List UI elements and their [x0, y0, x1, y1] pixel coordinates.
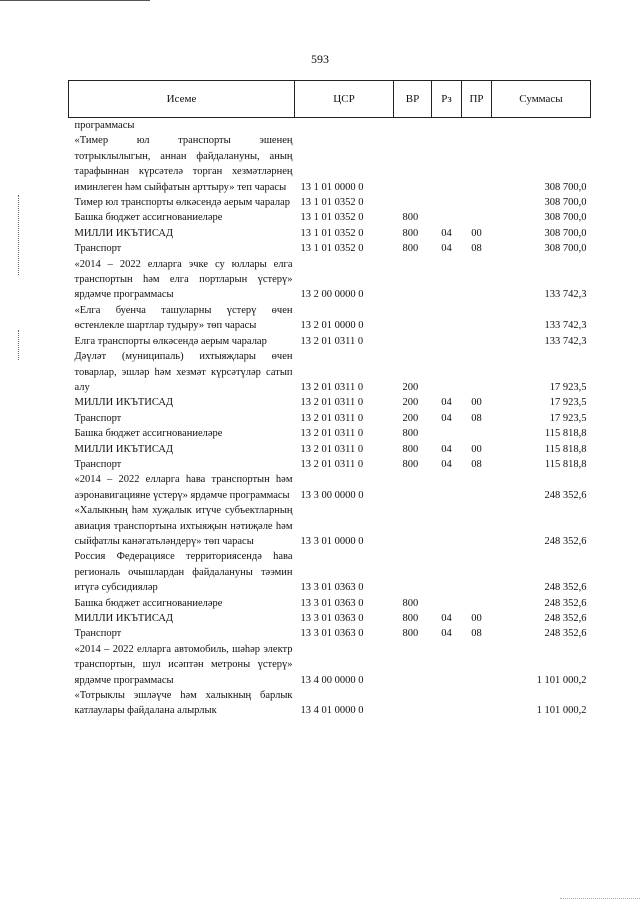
cell-csr: 13 1 01 0000 0	[300, 181, 364, 193]
header-name: Исеме	[69, 81, 295, 118]
cell-name: «Халыкның һәм хуҗалык итүче субъектларның авиация транспортына ихтыяҗын нәтиҗәле һәм сыйфатлы канәгатьләндерү» төп чарасы	[74, 505, 293, 547]
cell-name: МИЛЛИ ИКЪТИСАД	[74, 227, 174, 239]
cell-name: Башка бюджет ассигнованиеләре	[74, 597, 223, 609]
cell-vr	[394, 303, 432, 334]
cell-name: «2014 – 2022 елларга эчке су юллары елга транспортын һәм елга портларын үстерү» ярдәмче программасы	[74, 258, 293, 301]
cell-csr: 13 3 01 0363 0	[300, 613, 364, 624]
cell-rz	[432, 688, 462, 719]
cell-rz	[432, 426, 462, 441]
scan-margin-mark	[18, 195, 27, 275]
cell-sum: 308 700,0	[544, 212, 587, 224]
table-row	[69, 395, 591, 410]
cell-rz	[432, 118, 462, 134]
scan-bottom-mark	[560, 898, 640, 899]
cell-name: Елга транспорты өлкәсендә аерым чаралар	[74, 335, 267, 347]
cell-sum: 17 923,5	[549, 397, 587, 409]
cell-pr: 00	[471, 397, 482, 409]
table-row	[69, 642, 591, 688]
cell-rz	[432, 303, 462, 334]
cell-pr	[462, 349, 492, 395]
header-csr: ЦСР	[295, 81, 394, 118]
cell-rz	[432, 133, 462, 195]
cell-csr: 13 2 01 0311 0	[300, 397, 364, 409]
cell-csr: 13 2 01 0311 0	[300, 428, 364, 440]
cell-sum: 308 700,0	[544, 197, 587, 209]
header-sum: Суммасы	[492, 81, 591, 118]
cell-rz: 04	[441, 443, 452, 455]
cell-csr	[295, 118, 394, 134]
cell-sum: 133 742,3	[544, 335, 587, 347]
cell-name: программасы	[74, 120, 135, 131]
cell-sum: 17 923,5	[549, 381, 587, 393]
header-vr: ВР	[394, 81, 432, 118]
cell-vr: 800	[402, 428, 419, 440]
cell-vr: 200	[402, 397, 419, 409]
cell-pr: 00	[471, 613, 482, 624]
table-row	[69, 626, 591, 641]
cell-pr	[462, 195, 492, 210]
cell-csr: 13 4 01 0000 0	[300, 705, 364, 717]
cell-vr	[394, 133, 432, 195]
cell-csr: 13 2 01 0311 0	[300, 412, 364, 424]
cell-pr	[462, 503, 492, 549]
cell-csr: 13 2 01 0311 0	[300, 443, 364, 455]
cell-pr: 00	[471, 227, 482, 239]
cell-name: Транспорт	[74, 458, 122, 470]
cell-name: «2014 – 2022 елларга һава транспортын һәм аэронавигацияне үстерү» ярдәмче программасы	[74, 474, 293, 501]
cell-csr: 13 3 01 0363 0	[300, 582, 364, 594]
cell-sum: 115 818,8	[544, 443, 587, 455]
cell-vr: 800	[402, 613, 419, 624]
cell-name: Россия Федерациясе территориясендә һава региональ очышлардан файдалануны тәэмин итүгә субсидияләр	[74, 551, 293, 594]
table-row	[69, 426, 591, 441]
cell-csr: 13 1 01 0352 0	[300, 243, 364, 255]
cell-csr: 13 3 01 0363 0	[300, 597, 364, 609]
cell-sum: 248 352,6	[544, 582, 587, 594]
cell-pr: 08	[471, 628, 482, 640]
table-row	[69, 503, 591, 549]
cell-name: Тимер юл транспорты өлкәсендә аерым чаралар	[74, 197, 290, 209]
cell-sum: 248 352,6	[544, 628, 587, 640]
cell-sum: 133 742,3	[544, 320, 587, 332]
cell-sum: 308 700,0	[544, 181, 587, 193]
cell-rz: 04	[441, 613, 452, 624]
table-row	[69, 195, 591, 210]
cell-csr: 13 2 01 0311 0	[300, 381, 364, 393]
cell-csr: 13 3 01 0363 0	[300, 628, 364, 640]
cell-pr	[462, 596, 492, 611]
cell-vr	[394, 195, 432, 210]
cell-name: «Тимер юл транспорты эшенең тотрыклылыгын, аннан файдалануны, аның тарафыннан күрсәтелә торган хезмәтләрнең иминлеген һәм сыйфатын арттыру» теп чарасы	[74, 135, 293, 193]
cell-rz: 04	[441, 628, 452, 640]
scan-margin-mark	[18, 330, 27, 360]
page-number: 593	[311, 52, 329, 66]
table-row	[69, 241, 591, 256]
cell-sum: 1 101 000,2	[536, 674, 587, 686]
cell-pr	[462, 688, 492, 719]
table-row	[69, 210, 591, 225]
cell-name: Транспорт	[74, 243, 122, 255]
cell-vr: 800	[402, 443, 419, 455]
cell-rz	[432, 472, 462, 503]
cell-sum: 248 352,6	[544, 613, 587, 624]
cell-csr: 13 1 01 0352 0	[300, 212, 364, 224]
cell-sum: 248 352,6	[544, 597, 587, 609]
cell-sum: 308 700,0	[544, 227, 587, 239]
cell-vr: 800	[402, 227, 419, 239]
cell-rz: 04	[441, 397, 452, 409]
cell-pr	[462, 257, 492, 303]
cell-csr: 13 4 00 0000 0	[300, 674, 364, 686]
cell-pr	[462, 303, 492, 334]
cell-csr: 13 2 01 0311 0	[300, 458, 364, 470]
table-row	[69, 688, 591, 719]
cell-rz	[432, 503, 462, 549]
cell-vr: 200	[402, 412, 419, 424]
table-row	[69, 118, 591, 134]
cell-pr	[462, 118, 492, 134]
cell-pr	[462, 334, 492, 349]
cell-name: Башка бюджет ассигнованиеләре	[74, 428, 223, 440]
table-row	[69, 303, 591, 334]
cell-vr: 800	[402, 628, 419, 640]
cell-name: «2014 – 2022 елларга автомобиль, шәһәр электр транспортын, шул исәптән метроны үстерү» ярдәмче программасы	[74, 643, 293, 686]
cell-vr	[394, 549, 432, 595]
table-row	[69, 472, 591, 503]
cell-name: Дәүләт (муниципаль) ихтыяҗлары өчен товарлар, эшләр һәм хезмәт күрсәтүләр сатып алу	[74, 351, 293, 393]
cell-rz	[432, 349, 462, 395]
table-row	[69, 442, 591, 457]
cell-vr: 200	[402, 381, 419, 393]
table-row	[69, 257, 591, 303]
cell-sum: 115 818,8	[544, 458, 587, 470]
cell-pr	[462, 426, 492, 441]
cell-name: МИЛЛИ ИКЪТИСАД	[74, 613, 174, 624]
cell-pr	[462, 472, 492, 503]
table-row	[69, 457, 591, 472]
cell-vr	[394, 257, 432, 303]
cell-vr: 800	[402, 597, 419, 609]
cell-rz	[432, 334, 462, 349]
header-pr: ПР	[462, 81, 492, 118]
table-row	[69, 549, 591, 595]
cell-name: МИЛЛИ ИКЪТИСАД	[74, 397, 174, 409]
cell-name: Башка бюджет ассигнованиеләре	[74, 212, 223, 224]
cell-csr: 13 2 00 0000 0	[300, 289, 364, 301]
table-row	[69, 596, 591, 611]
cell-vr	[394, 118, 432, 134]
table-row	[69, 133, 591, 195]
cell-sum: 133 742,3	[544, 289, 587, 301]
cell-sum: 248 352,6	[544, 535, 587, 547]
cell-vr: 800	[402, 243, 419, 255]
cell-sum: 308 700,0	[544, 243, 587, 255]
cell-pr	[462, 210, 492, 225]
cell-pr	[462, 549, 492, 595]
cell-vr	[394, 472, 432, 503]
table-row	[69, 411, 591, 426]
table-row	[69, 334, 591, 349]
cell-name: Транспорт	[74, 628, 122, 640]
cell-vr	[394, 503, 432, 549]
table-header-row	[69, 81, 591, 118]
cell-rz	[432, 210, 462, 225]
cell-rz: 04	[441, 227, 452, 239]
cell-vr: 800	[402, 212, 419, 224]
cell-csr: 13 1 01 0352 0	[300, 197, 364, 209]
header-rz: Рз	[432, 81, 462, 118]
cell-pr	[462, 642, 492, 688]
cell-name: «Елга буенча ташуларны үстерү өчен өстенлекле шартлар тудыру» төп чарасы	[74, 304, 293, 332]
cell-rz: 04	[441, 412, 452, 424]
cell-rz	[432, 195, 462, 210]
table-row	[69, 226, 591, 241]
cell-sum	[492, 118, 591, 134]
cell-name: Транспорт	[74, 412, 122, 424]
cell-vr	[394, 688, 432, 719]
cell-sum: 17 923,5	[549, 412, 587, 424]
cell-pr	[462, 133, 492, 195]
cell-csr: 13 1 01 0352 0	[300, 227, 364, 239]
top-rule	[0, 0, 150, 1]
cell-vr	[394, 642, 432, 688]
cell-pr: 08	[471, 458, 482, 470]
cell-sum: 115 818,8	[544, 428, 587, 440]
cell-name: МИЛЛИ ИКЪТИСАД	[74, 443, 174, 455]
cell-vr	[394, 334, 432, 349]
cell-pr: 08	[471, 243, 482, 255]
cell-vr: 800	[402, 458, 419, 470]
table-row	[69, 611, 591, 626]
table-row	[69, 349, 591, 395]
cell-pr: 00	[471, 443, 482, 455]
cell-csr: 13 2 01 0311 0	[300, 335, 364, 347]
cell-sum: 248 352,6	[544, 489, 587, 501]
cell-csr: 13 3 01 0000 0	[300, 535, 364, 547]
cell-csr: 13 2 01 0000 0	[300, 320, 364, 332]
cell-pr: 08	[471, 412, 482, 424]
cell-rz: 04	[441, 458, 452, 470]
cell-rz: 04	[441, 243, 452, 255]
cell-name: «Тотрыклы эшләүче һәм халыкның барлык катлаулары файдалана алырлык	[74, 690, 293, 717]
cell-rz	[432, 596, 462, 611]
cell-rz	[432, 642, 462, 688]
cell-sum: 1 101 000,2	[536, 705, 587, 717]
budget-table	[68, 80, 591, 719]
cell-rz	[432, 549, 462, 595]
cell-rz	[432, 257, 462, 303]
cell-csr: 13 3 00 0000 0	[300, 489, 364, 501]
